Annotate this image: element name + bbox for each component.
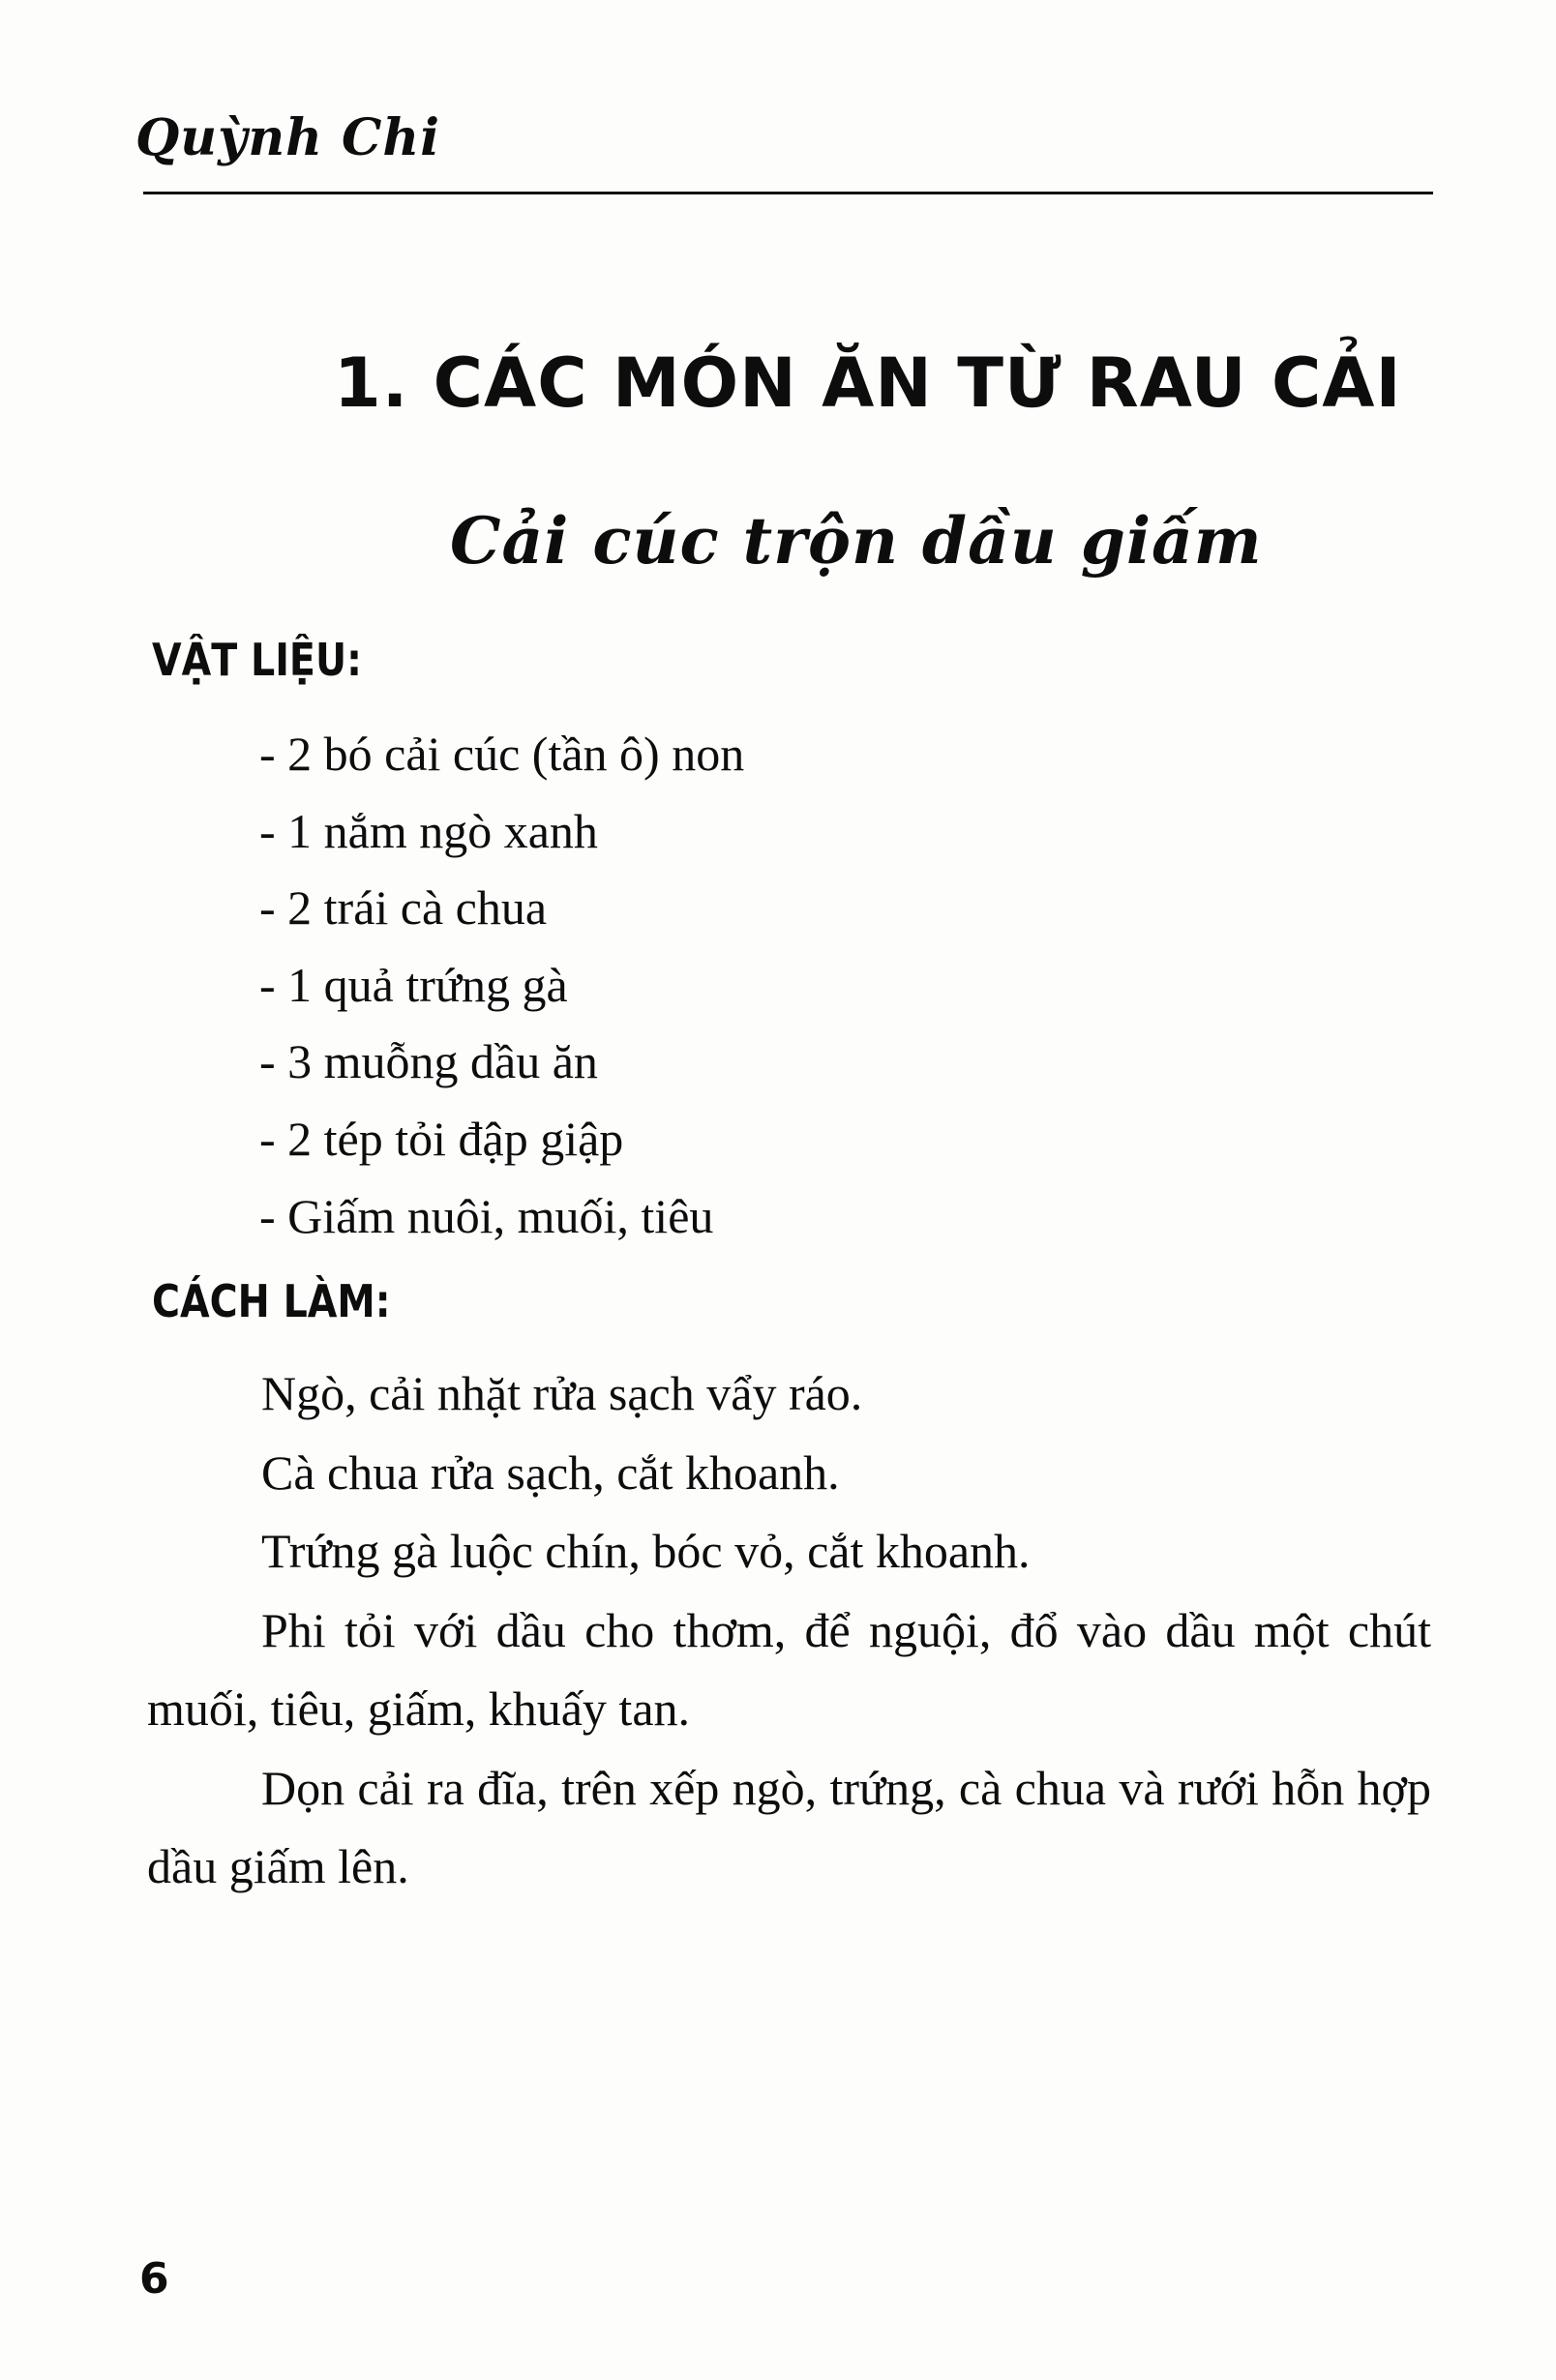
ingredient-item: - 2 bó cải cúc (tần ô) non — [259, 727, 745, 781]
page-number: 6 — [139, 2254, 169, 2304]
ingredient-list — [259, 716, 744, 1255]
ingredient-item: - 2 tép tỏi đập giập — [259, 1111, 624, 1166]
method-step: Phi tỏi với dầu cho thơm, để nguội, đổ vào dầu một chút muối, tiêu, giấm, khuấy tan. — [147, 1602, 1431, 1736]
ingredient-item: - 3 muỗng dầu ăn — [259, 1034, 598, 1089]
method-step: Ngò, cải nhặt rửa sạch vẩy ráo. — [261, 1366, 863, 1420]
recipe-title: Cải cúc trộn dầu giấm — [450, 503, 1263, 579]
running-header-author: Quỳnh Chi — [135, 108, 440, 167]
method-step: Dọn cải ra đĩa, trên xếp ngò, trứng, cà chua và rưới hỗn hợp dầu giấm lên. — [147, 1760, 1431, 1893]
chapter-title: 1. CÁC MÓN ĂN TỪ RAU CẢI — [334, 343, 1402, 423]
header-divider — [143, 192, 1433, 194]
method-steps — [147, 1354, 1431, 1907]
ingredient-item: - 1 nắm ngò xanh — [259, 803, 598, 858]
method-step: Trứng gà luộc chín, bóc vỏ, cắt khoanh. — [261, 1524, 1031, 1578]
ingredient-item: - Giấm nuôi, muối, tiêu — [259, 1188, 714, 1243]
method-heading: CÁCH LÀM: — [152, 1275, 391, 1327]
method-step: Cà chua rửa sạch, cắt khoanh. — [261, 1444, 840, 1500]
ingredient-item: - 1 quả trứng gà — [259, 957, 568, 1012]
materials-heading: VẬT LIỆU: — [152, 634, 362, 686]
ingredient-item: - 2 trái cà chua — [259, 880, 548, 936]
